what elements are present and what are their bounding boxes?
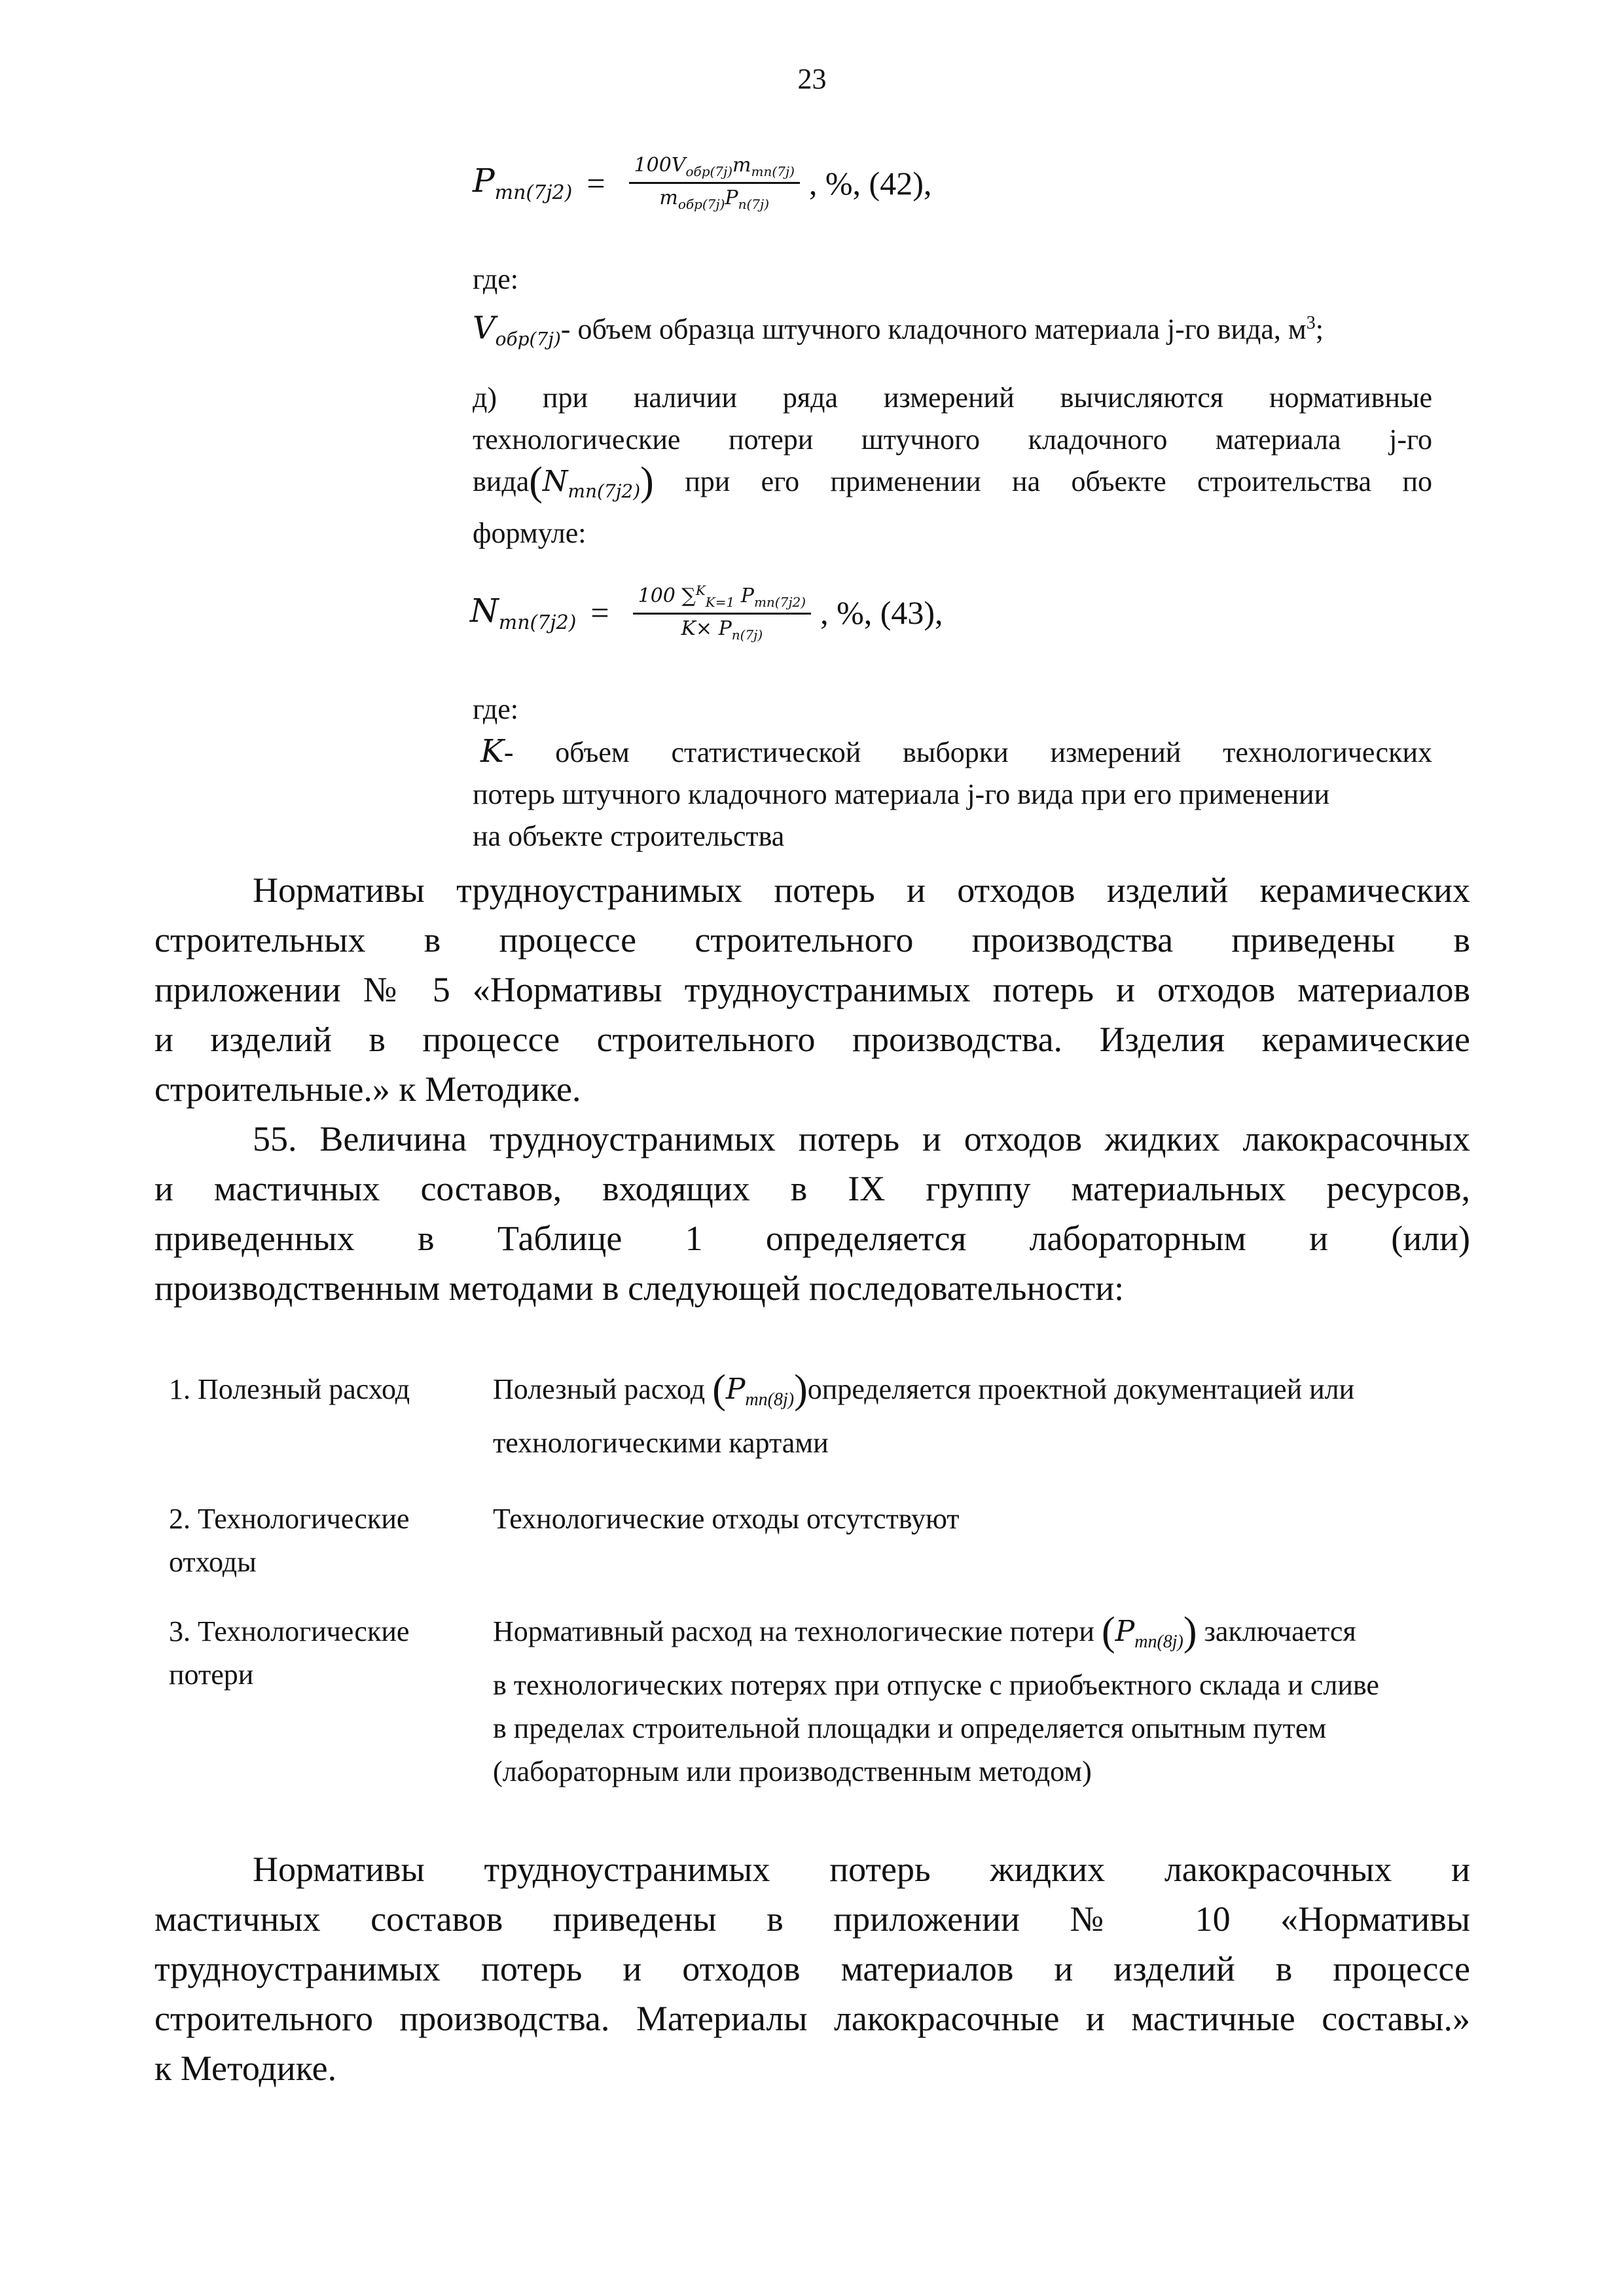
item-d: д) при наличии ряда измерений вычисляются нормативные технологические потери штучного кладочного материала j-го $вида(N_{тп(7j2)})$ при его применении на объекте строительства по формуле: — [473, 382, 1432, 549]
procedure-table — [169, 1368, 1498, 1793]
table-row — [169, 1610, 1498, 1793]
paragraph-55: 55. Величина трудноустранимых потерь и отходов жидких лакокрасочных и мастичных составов, входящих в IX группу материальных ресурсов, приведенных в Таблице 1 определяется лабораторным и (или) производственным методами в следующей последовательности: — [154, 1119, 1470, 1308]
page-number: 23 — [797, 63, 827, 95]
paragraph-ceramic-norms: Нормативы трудноустранимых потерь и отходов изделий керамических строительных в процессе строительного производства приведены в приложении № 5 «Нормативы трудноустранимых потерь и отходов материалов и изделий в процессе строительного производства. Изделия керамические строительные.» к Методике. — [154, 870, 1470, 1109]
formula-43 — [470, 583, 943, 643]
table-text: Нормативный расход на технологические потери $(P_{тп(8j)})$ заключается в технологических потерях при отпуске с приобъектного склада и сливе в пределах строительной площадки и определяется опытным путем (лабораторным или производственным методом) — [493, 1609, 1379, 1787]
table-label: 2. Технологические отходы — [169, 1502, 410, 1578]
table-text: Технологические отходы отсутствуют — [493, 1502, 960, 1535]
table-label: 1. Полезный расход — [169, 1373, 410, 1405]
formula-43-number: , %, (43), — [820, 594, 943, 631]
table-row — [169, 1498, 1498, 1584]
table-row — [169, 1368, 1498, 1465]
formula-42-number: , %, (42), — [808, 164, 932, 202]
table-label: 3. Технологические потери — [169, 1615, 410, 1691]
where-label-1: где: — [473, 263, 518, 295]
definition-k: K- объем статистической выборки измерений технологических потерь штучного кладочного материала j-го вида при его применении на объекте строительства — [473, 733, 1432, 852]
formula-42-fraction: $\frac{100V_{обр(7j)}m_{тп(7j)}}{m_{обр(7j)}P_{п(7j)}}$ — [629, 154, 800, 212]
where-label-2: где: — [473, 693, 518, 725]
table-text: Полезный расход $(P_{тп(8j)})определяется$ проектной документацией или технологическими картами — [493, 1367, 1355, 1459]
formula-43-fraction: $\frac{100 \sum^K_{K=1} P_{тп(7j2)}}{K\times P_{п(7j)}}$ — [633, 583, 811, 643]
formula-42 — [473, 154, 931, 212]
formula-43-equals: = — [590, 594, 609, 631]
formula-42-lhs: $P_{тп(7j2)}$ — [473, 162, 573, 204]
formula-42-equals: = — [586, 164, 605, 202]
formula-43-lhs: $N_{тп(7j2)}$ — [470, 591, 577, 634]
paragraph-paint-norms: Нормативы трудноустранимых потерь жидких лакокрасочных и мастичных составов приведены в приложении № 10 «Нормативы трудноустранимых потерь и отходов материалов и изделий в процессе строительного производства. Материалы лакокрасочные и мастичные составы.» к Методике. — [154, 1850, 1470, 2088]
definition-v: $V_{обр(7j)}-$ объем образца штучного кладочного материала j-го вида, $м^3$; — [473, 310, 1324, 350]
